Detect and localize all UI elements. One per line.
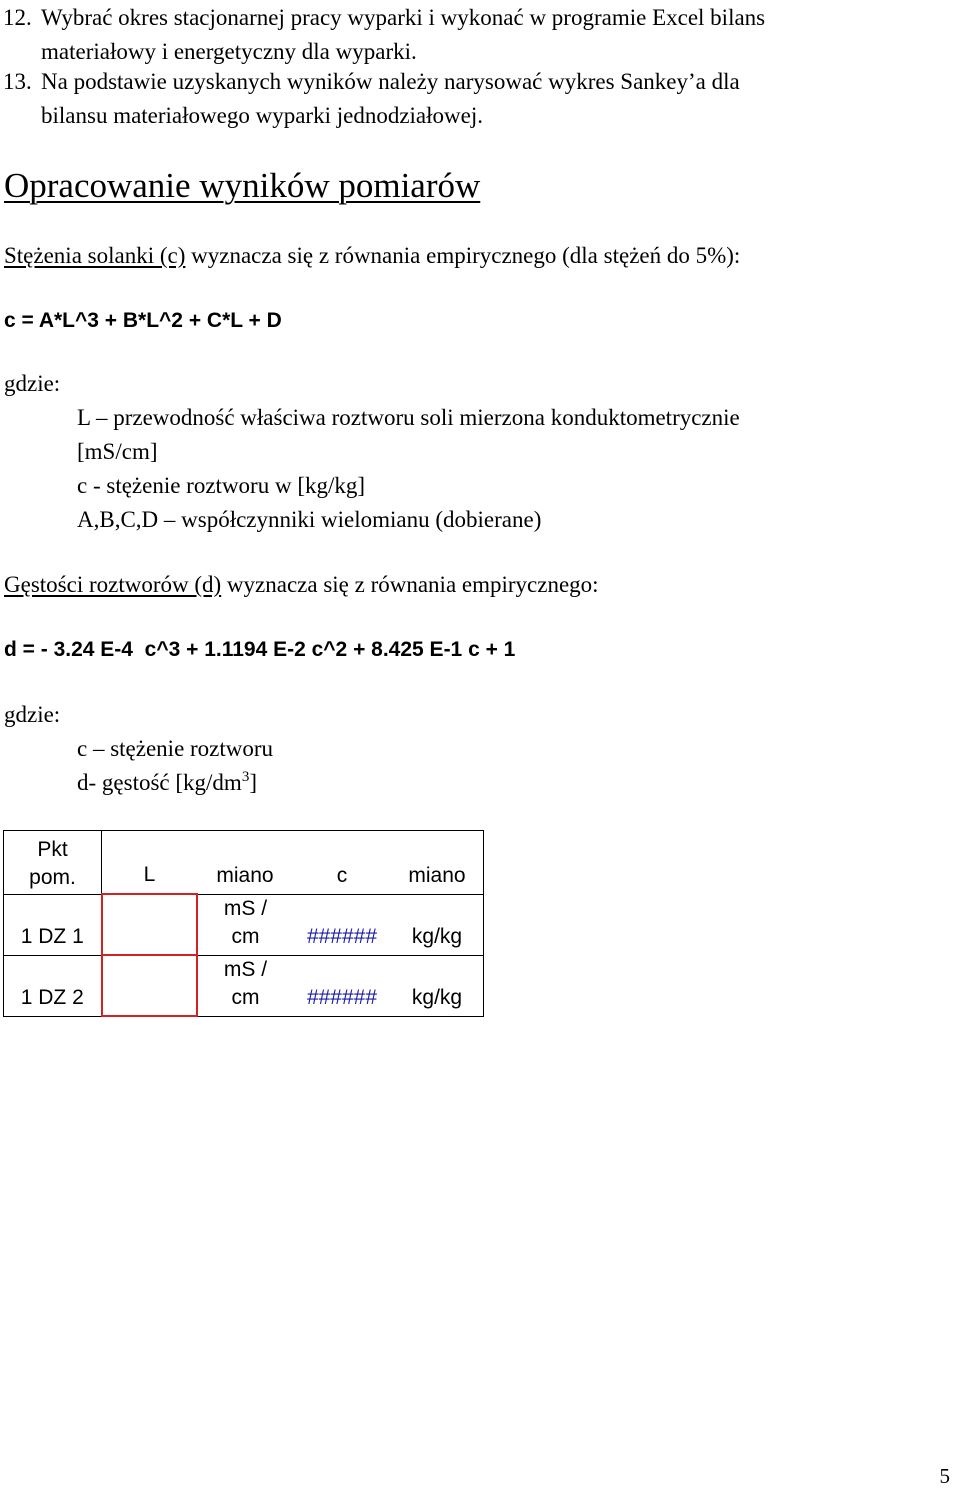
section-heading: Opracowanie wyników pomiarów xyxy=(4,166,481,205)
cell-c: ###### xyxy=(293,955,391,1016)
definition-d-exponent: 3 xyxy=(241,769,250,785)
concentration-intro-text: wyznacza się z równania empirycznego (dla stężeń do 5%): xyxy=(185,243,741,268)
table-row xyxy=(4,955,484,1016)
list-number: 13. xyxy=(3,69,32,94)
cell-miano-1-line1: mS / xyxy=(223,957,268,981)
cell-c: ###### xyxy=(293,894,391,955)
cell-pkt: 1 DZ 2 xyxy=(4,955,102,1016)
where-label-2: gdzie: xyxy=(4,702,61,727)
density-intro-term: Gęstości roztworów (d) xyxy=(4,572,222,597)
cell-pkt: 1 DZ 1 xyxy=(4,894,102,955)
header-pkt-line2: pom. xyxy=(29,865,76,889)
table-row xyxy=(4,894,484,955)
cell-miano-1-line2: cm xyxy=(231,924,260,948)
cell-miano-1 xyxy=(197,894,293,955)
density-intro-text: wyznacza się z równania empirycznego: xyxy=(221,572,599,597)
header-L: L xyxy=(102,831,198,895)
table-header-row xyxy=(4,831,484,895)
list-text: Na podstawie uzyskanych wyników należy narysować wykres Sankey’a dla xyxy=(41,69,740,94)
list-text: Wybrać okres stacjonarnej pracy wyparki i wykonać w programie Excel bilans xyxy=(41,5,766,30)
list-text: materiałowy i energetyczny dla wyparki. xyxy=(41,39,417,64)
cell-miano-2: kg/kg xyxy=(391,955,484,1016)
definition-c: c - stężenie roztworu w [kg/kg] xyxy=(77,473,366,498)
definition-coefficients: A,B,C,D – współczynniki wielomianu (dobierane) xyxy=(77,507,542,532)
definition-d-close: ] xyxy=(249,770,257,795)
concentration-formula: c = A*L^3 + B*L^2 + C*L + D xyxy=(4,309,282,332)
density-formula: d = - 3.24 E-4 c^3 + 1.1194 E-2 c^2 + 8.425 E-1 c + 1 xyxy=(4,638,516,661)
cell-miano-1-line1: mS / xyxy=(223,896,268,920)
cell-miano-1-line2: cm xyxy=(231,985,260,1009)
cell-miano-1 xyxy=(197,955,293,1016)
header-pkt-line1: Pkt xyxy=(37,837,68,861)
density-intro xyxy=(4,573,599,596)
cell-miano-2: kg/kg xyxy=(391,894,484,955)
header-c: c xyxy=(293,831,391,895)
page-number: 5 xyxy=(939,1464,950,1488)
definition-d xyxy=(77,771,257,794)
concentration-intro xyxy=(4,244,740,267)
header-miano-2: miano xyxy=(391,831,484,895)
cell-L-input[interactable] xyxy=(102,894,198,955)
list-number: 12. xyxy=(3,5,32,30)
measurement-table xyxy=(3,830,484,1017)
where-label: gdzie: xyxy=(4,371,61,396)
cell-L-input[interactable] xyxy=(102,955,198,1016)
concentration-intro-term: Stężenia solanki (c) xyxy=(4,243,186,268)
definition-L-unit: [mS/cm] xyxy=(77,439,158,464)
list-text: bilansu materiałowego wyparki jednodziałowej. xyxy=(41,103,483,128)
definition-c-2: c – stężenie roztworu xyxy=(77,736,274,761)
definition-L: L – przewodność właściwa roztworu soli mierzona konduktometrycznie xyxy=(77,405,740,430)
definition-d-text: d- gęstość [kg/dm xyxy=(77,770,242,795)
header-miano-1: miano xyxy=(197,831,293,895)
header-pkt xyxy=(4,831,102,895)
